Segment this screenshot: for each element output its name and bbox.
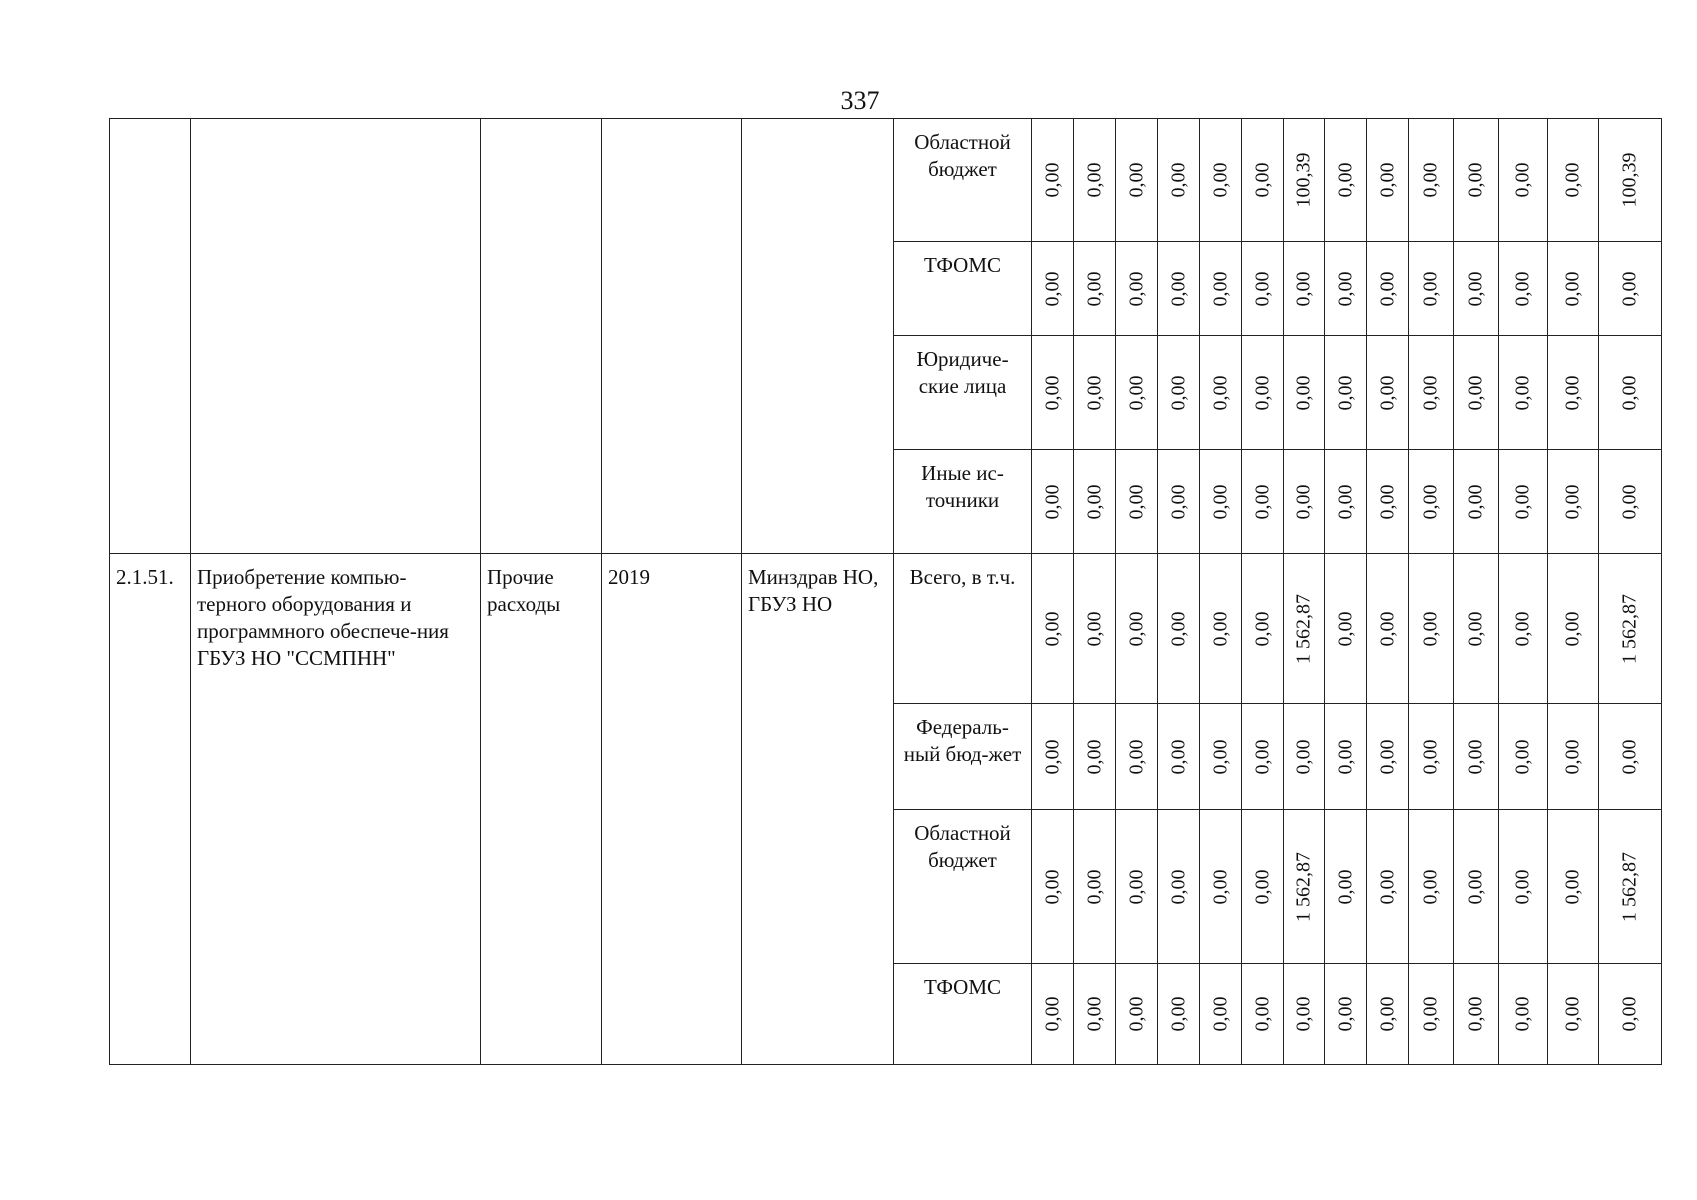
value-text: 0,00 bbox=[1125, 739, 1147, 774]
value-text: 0,00 bbox=[1251, 162, 1273, 198]
continuation-value-cell bbox=[1242, 450, 1284, 554]
value-text: 0,00 bbox=[1334, 739, 1356, 774]
table-row bbox=[110, 554, 1662, 704]
value-text: 0,00 bbox=[1376, 869, 1398, 904]
item-value-cell bbox=[1200, 554, 1242, 704]
continuation-value-cell bbox=[1158, 450, 1200, 554]
continuation-value-cell bbox=[1367, 119, 1409, 242]
value-text: 0,00 bbox=[1419, 611, 1442, 646]
value-text: 0,00 bbox=[1083, 996, 1105, 1032]
continuation-value-cell bbox=[1409, 336, 1454, 450]
value-text: 0,00 bbox=[1125, 869, 1147, 904]
continuation-value-cell bbox=[1599, 242, 1662, 336]
item-value-cell bbox=[1325, 704, 1367, 810]
continuation-value-cell bbox=[1367, 336, 1409, 450]
continuation-value-cell bbox=[1158, 336, 1200, 450]
empty-cell bbox=[602, 119, 742, 554]
item-value-cell bbox=[1074, 554, 1116, 704]
value-text: 0,00 bbox=[1251, 484, 1273, 519]
item-value-cell bbox=[1599, 964, 1662, 1065]
item-value-cell bbox=[1599, 810, 1662, 964]
item-value-cell bbox=[1499, 964, 1548, 1065]
continuation-value-cell bbox=[1454, 450, 1499, 554]
item-value-cell bbox=[1284, 810, 1325, 964]
continuation-value-cell bbox=[1499, 450, 1548, 554]
item-value-cell bbox=[1367, 810, 1409, 964]
continuation-value-cell bbox=[1367, 450, 1409, 554]
continuation-value-cell bbox=[1200, 336, 1242, 450]
value-text: 0,00 bbox=[1334, 375, 1356, 410]
value-text: 0,00 bbox=[1464, 996, 1487, 1032]
item-value-cell bbox=[1454, 964, 1499, 1065]
value-text: 0,00 bbox=[1376, 611, 1398, 646]
item-value-cell bbox=[1409, 810, 1454, 964]
value-text: 0,00 bbox=[1419, 996, 1442, 1032]
funding-source-cell: Областной бюджет bbox=[894, 810, 1032, 964]
value-text: 0,00 bbox=[1464, 869, 1487, 904]
value-text: 0,00 bbox=[1511, 162, 1534, 198]
value-text: 0,00 bbox=[1334, 484, 1356, 519]
continuation-value-cell bbox=[1032, 450, 1074, 554]
value-text: 0,00 bbox=[1561, 162, 1584, 198]
continuation-value-cell bbox=[1409, 242, 1454, 336]
table-row bbox=[110, 119, 1662, 242]
value-text: 0,00 bbox=[1209, 739, 1231, 774]
continuation-value-cell bbox=[1074, 336, 1116, 450]
continuation-value-cell bbox=[1325, 336, 1367, 450]
item-number-cell: 2.1.51. bbox=[110, 554, 191, 1065]
continuation-value-cell bbox=[1158, 242, 1200, 336]
continuation-value-cell bbox=[1325, 119, 1367, 242]
value-text: 0,00 bbox=[1292, 375, 1315, 410]
item-value-cell bbox=[1242, 554, 1284, 704]
value-text: 0,00 bbox=[1083, 484, 1105, 519]
value-text: 0,00 bbox=[1376, 996, 1398, 1032]
value-text: 0,00 bbox=[1419, 869, 1442, 904]
value-text: 0,00 bbox=[1511, 375, 1534, 410]
value-text: 0,00 bbox=[1251, 375, 1273, 410]
value-text: 0,00 bbox=[1041, 611, 1063, 646]
empty-cell bbox=[191, 119, 481, 554]
continuation-value-cell bbox=[1074, 450, 1116, 554]
funding-source-cell: Всего, в т.ч. bbox=[894, 554, 1032, 704]
value-text: 0,00 bbox=[1511, 739, 1534, 774]
value-text: 0,00 bbox=[1334, 996, 1356, 1032]
item-value-cell bbox=[1454, 810, 1499, 964]
item-value-cell bbox=[1284, 554, 1325, 704]
executor-cell: Минздрав НО, ГБУЗ НО bbox=[742, 554, 894, 1065]
value-text: 0,00 bbox=[1419, 271, 1442, 306]
value-text: 0,00 bbox=[1251, 739, 1273, 774]
value-text: 0,00 bbox=[1292, 484, 1315, 519]
continuation-value-cell bbox=[1284, 119, 1325, 242]
item-value-cell bbox=[1409, 964, 1454, 1065]
value-text: 0,00 bbox=[1618, 739, 1641, 774]
value-text: 0,00 bbox=[1125, 611, 1147, 646]
item-value-cell bbox=[1367, 704, 1409, 810]
item-value-cell bbox=[1032, 810, 1074, 964]
item-value-cell bbox=[1548, 810, 1599, 964]
continuation-value-cell bbox=[1499, 242, 1548, 336]
value-text: 0,00 bbox=[1041, 869, 1063, 904]
continuation-value-cell bbox=[1116, 336, 1158, 450]
funding-source-cell: Областной бюджет bbox=[894, 119, 1032, 242]
continuation-value-cell bbox=[1548, 450, 1599, 554]
continuation-value-cell bbox=[1499, 336, 1548, 450]
continuation-value-cell bbox=[1242, 242, 1284, 336]
value-text: 0,00 bbox=[1251, 869, 1273, 904]
value-text: 0,00 bbox=[1511, 996, 1534, 1032]
continuation-value-cell bbox=[1284, 242, 1325, 336]
item-value-cell bbox=[1074, 704, 1116, 810]
table-body bbox=[110, 119, 1662, 1065]
value-text: 0,00 bbox=[1511, 869, 1534, 904]
value-text: 0,00 bbox=[1561, 611, 1584, 646]
value-text: 0,00 bbox=[1511, 484, 1534, 519]
value-text: 0,00 bbox=[1376, 739, 1398, 774]
continuation-value-cell bbox=[1409, 119, 1454, 242]
value-text: 0,00 bbox=[1041, 162, 1063, 198]
value-text: 0,00 bbox=[1209, 271, 1231, 306]
item-value-cell bbox=[1325, 810, 1367, 964]
value-text: 0,00 bbox=[1041, 271, 1063, 306]
page-number: 337 bbox=[840, 86, 880, 115]
item-value-cell bbox=[1454, 554, 1499, 704]
funding-source-cell: Федераль-ный бюд-жет bbox=[894, 704, 1032, 810]
value-text: 0,00 bbox=[1167, 869, 1189, 904]
continuation-value-cell bbox=[1032, 336, 1074, 450]
item-value-cell bbox=[1599, 704, 1662, 810]
value-text: 0,00 bbox=[1419, 484, 1442, 519]
continuation-value-cell bbox=[1242, 336, 1284, 450]
value-text: 0,00 bbox=[1041, 739, 1063, 774]
continuation-value-cell bbox=[1325, 242, 1367, 336]
value-text: 0,00 bbox=[1125, 271, 1147, 306]
continuation-value-cell bbox=[1200, 119, 1242, 242]
value-text: 0,00 bbox=[1167, 739, 1189, 774]
continuation-value-cell bbox=[1548, 119, 1599, 242]
item-value-cell bbox=[1242, 810, 1284, 964]
continuation-value-cell bbox=[1454, 119, 1499, 242]
value-text: 0,00 bbox=[1464, 375, 1487, 410]
item-value-cell bbox=[1116, 554, 1158, 704]
value-text: 0,00 bbox=[1125, 484, 1147, 519]
value-text: 0,00 bbox=[1561, 375, 1584, 410]
continuation-value-cell bbox=[1454, 242, 1499, 336]
funding-source-cell: ТФОМС bbox=[894, 242, 1032, 336]
continuation-value-cell bbox=[1499, 119, 1548, 242]
item-value-cell bbox=[1499, 810, 1548, 964]
continuation-value-cell bbox=[1200, 450, 1242, 554]
funding-source-cell: Юридиче-ские лица bbox=[894, 336, 1032, 450]
value-text: 0,00 bbox=[1167, 375, 1189, 410]
value-text: 0,00 bbox=[1334, 611, 1356, 646]
continuation-value-cell bbox=[1074, 119, 1116, 242]
item-value-cell bbox=[1032, 554, 1074, 704]
value-text: 0,00 bbox=[1292, 996, 1315, 1032]
value-text: 0,00 bbox=[1376, 271, 1398, 306]
continuation-value-cell bbox=[1367, 242, 1409, 336]
empty-cell bbox=[110, 119, 191, 554]
value-text: 0,00 bbox=[1511, 271, 1534, 306]
continuation-value-cell bbox=[1284, 450, 1325, 554]
value-text: 0,00 bbox=[1561, 739, 1584, 774]
value-text: 100,39 bbox=[1292, 152, 1315, 208]
item-name-cell: Приобретение компью-терного оборудования и программного обеспече-ния ГБУЗ НО "ССМПНН" bbox=[191, 554, 481, 1065]
continuation-value-cell bbox=[1548, 336, 1599, 450]
value-text: 0,00 bbox=[1618, 484, 1641, 519]
continuation-value-cell bbox=[1158, 119, 1200, 242]
item-value-cell bbox=[1032, 704, 1074, 810]
item-value-cell bbox=[1548, 554, 1599, 704]
value-text: 0,00 bbox=[1618, 996, 1641, 1032]
value-text: 0,00 bbox=[1167, 484, 1189, 519]
item-value-cell bbox=[1548, 964, 1599, 1065]
empty-cell bbox=[481, 119, 602, 554]
value-text: 0,00 bbox=[1376, 484, 1398, 519]
item-value-cell bbox=[1200, 810, 1242, 964]
continuation-value-cell bbox=[1116, 450, 1158, 554]
value-text: 0,00 bbox=[1251, 271, 1273, 306]
continuation-value-cell bbox=[1032, 242, 1074, 336]
item-value-cell bbox=[1032, 964, 1074, 1065]
item-value-cell bbox=[1325, 964, 1367, 1065]
value-text: 0,00 bbox=[1561, 484, 1584, 519]
item-value-cell bbox=[1409, 704, 1454, 810]
year-cell: 2019 bbox=[602, 554, 742, 1065]
continuation-value-cell bbox=[1284, 336, 1325, 450]
value-text: 0,00 bbox=[1209, 996, 1231, 1032]
item-value-cell bbox=[1454, 704, 1499, 810]
value-text: 0,00 bbox=[1209, 869, 1231, 904]
item-value-cell bbox=[1242, 964, 1284, 1065]
value-text: 0,00 bbox=[1125, 162, 1147, 198]
item-value-cell bbox=[1074, 810, 1116, 964]
continuation-value-cell bbox=[1116, 242, 1158, 336]
value-text: 0,00 bbox=[1618, 271, 1641, 306]
budget-table bbox=[109, 118, 1662, 1065]
continuation-value-cell bbox=[1074, 242, 1116, 336]
value-text: 0,00 bbox=[1209, 611, 1231, 646]
value-text: 0,00 bbox=[1251, 611, 1273, 646]
value-text: 0,00 bbox=[1209, 375, 1231, 410]
continuation-value-cell bbox=[1242, 119, 1284, 242]
item-value-cell bbox=[1325, 554, 1367, 704]
item-value-cell bbox=[1499, 554, 1548, 704]
value-text: 0,00 bbox=[1376, 375, 1398, 410]
value-text: 0,00 bbox=[1041, 996, 1063, 1032]
expense-type-cell: Прочие расходы bbox=[481, 554, 602, 1065]
continuation-value-cell bbox=[1325, 450, 1367, 554]
value-text: 1 562,87 bbox=[1292, 593, 1315, 664]
value-text: 0,00 bbox=[1167, 162, 1189, 198]
value-text: 0,00 bbox=[1292, 271, 1315, 306]
value-text: 0,00 bbox=[1561, 869, 1584, 904]
value-text: 0,00 bbox=[1083, 375, 1105, 410]
value-text: 0,00 bbox=[1209, 162, 1231, 198]
value-text: 0,00 bbox=[1083, 869, 1105, 904]
continuation-value-cell bbox=[1032, 119, 1074, 242]
empty-cell bbox=[742, 119, 894, 554]
item-value-cell bbox=[1284, 964, 1325, 1065]
item-value-cell bbox=[1409, 554, 1454, 704]
continuation-value-cell bbox=[1454, 336, 1499, 450]
value-text: 0,00 bbox=[1334, 869, 1356, 904]
value-text: 0,00 bbox=[1464, 162, 1487, 198]
item-value-cell bbox=[1116, 704, 1158, 810]
value-text: 0,00 bbox=[1167, 611, 1189, 646]
value-text: 0,00 bbox=[1167, 996, 1189, 1032]
value-text: 0,00 bbox=[1167, 271, 1189, 306]
value-text: 0,00 bbox=[1464, 611, 1487, 646]
item-value-cell bbox=[1116, 810, 1158, 964]
value-text: 0,00 bbox=[1334, 271, 1356, 306]
continuation-value-cell bbox=[1409, 450, 1454, 554]
value-text: 0,00 bbox=[1083, 162, 1105, 198]
item-value-cell bbox=[1367, 964, 1409, 1065]
continuation-value-cell bbox=[1599, 336, 1662, 450]
item-value-cell bbox=[1548, 704, 1599, 810]
item-value-cell bbox=[1116, 964, 1158, 1065]
item-value-cell bbox=[1200, 704, 1242, 810]
value-text: 0,00 bbox=[1419, 375, 1442, 410]
value-text: 0,00 bbox=[1292, 739, 1315, 774]
item-value-cell bbox=[1158, 810, 1200, 964]
value-text: 1 562,87 bbox=[1292, 851, 1315, 922]
value-text: 0,00 bbox=[1419, 739, 1442, 774]
continuation-value-cell bbox=[1548, 242, 1599, 336]
item-value-cell bbox=[1599, 554, 1662, 704]
funding-source-cell: Иные ис-точники bbox=[894, 450, 1032, 554]
continuation-value-cell bbox=[1599, 450, 1662, 554]
value-text: 0,00 bbox=[1125, 996, 1147, 1032]
value-text: 0,00 bbox=[1083, 739, 1105, 774]
value-text: 0,00 bbox=[1464, 739, 1487, 774]
continuation-value-cell bbox=[1116, 119, 1158, 242]
value-text: 0,00 bbox=[1464, 271, 1487, 306]
value-text: 0,00 bbox=[1041, 484, 1063, 519]
value-text: 0,00 bbox=[1464, 484, 1487, 519]
item-value-cell bbox=[1158, 554, 1200, 704]
value-text: 0,00 bbox=[1125, 375, 1147, 410]
item-value-cell bbox=[1499, 704, 1548, 810]
item-value-cell bbox=[1158, 704, 1200, 810]
value-text: 0,00 bbox=[1511, 611, 1534, 646]
value-text: 100,39 bbox=[1618, 152, 1641, 208]
item-value-cell bbox=[1158, 964, 1200, 1065]
funding-source-cell: ТФОМС bbox=[894, 964, 1032, 1065]
item-value-cell bbox=[1284, 704, 1325, 810]
value-text: 1 562,87 bbox=[1618, 593, 1641, 664]
item-value-cell bbox=[1242, 704, 1284, 810]
item-value-cell bbox=[1367, 554, 1409, 704]
continuation-value-cell bbox=[1599, 119, 1662, 242]
value-text: 0,00 bbox=[1209, 484, 1231, 519]
value-text: 0,00 bbox=[1251, 996, 1273, 1032]
value-text: 0,00 bbox=[1376, 162, 1398, 198]
value-text: 0,00 bbox=[1561, 271, 1584, 306]
value-text: 0,00 bbox=[1334, 162, 1356, 198]
item-value-cell bbox=[1074, 964, 1116, 1065]
continuation-value-cell bbox=[1200, 242, 1242, 336]
value-text: 0,00 bbox=[1083, 611, 1105, 646]
value-text: 0,00 bbox=[1419, 162, 1442, 198]
value-text: 0,00 bbox=[1561, 996, 1584, 1032]
value-text: 0,00 bbox=[1041, 375, 1063, 410]
value-text: 0,00 bbox=[1618, 375, 1641, 410]
value-text: 1 562,87 bbox=[1618, 851, 1641, 922]
value-text: 0,00 bbox=[1083, 271, 1105, 306]
item-value-cell bbox=[1200, 964, 1242, 1065]
